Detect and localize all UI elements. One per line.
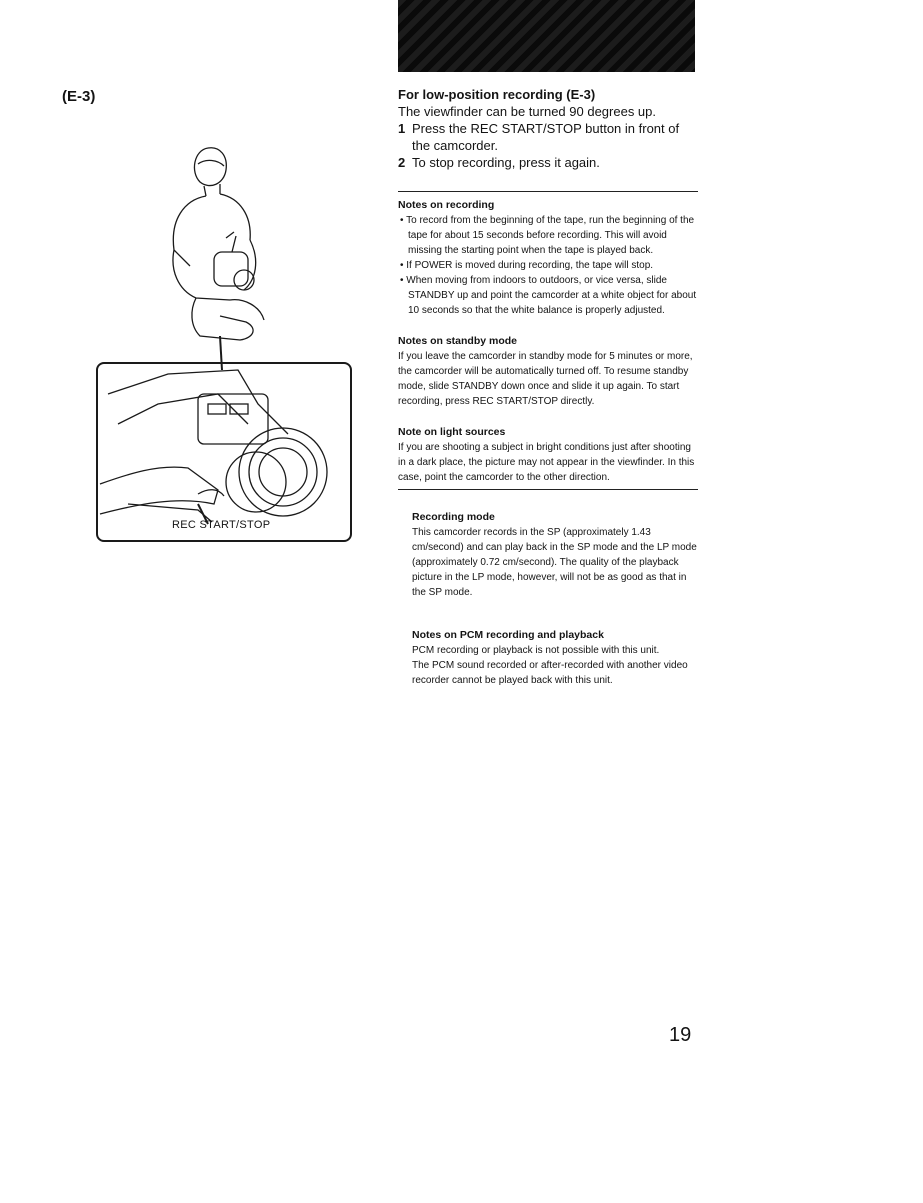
- bullet-text: To record from the beginning of the tape, run the beginning of the tape for about 15 seconds before recording. This will avoid missing the starting point when the tape is played back.: [406, 215, 695, 256]
- page-number: 19: [669, 1024, 692, 1046]
- step-text: Press the REC START/STOP button in front of the camcorder.: [412, 121, 680, 153]
- notes-standby-text: If you leave the camcorder in standby mode for 5 minutes or more, the camcorder will be automatically turned off. To resume standby mode, slide STANDBY down once and slide it up again. To start recording, press REC START/STOP directly.: [398, 351, 693, 407]
- camcorder-illustration: [98, 364, 350, 540]
- bullet-item: • To record from the beginning of the tape, run the beginning of the tape for about 15 seconds before recording. This will avoid missing the starting point when the tape is played back.: [400, 215, 695, 256]
- step-text: To stop recording, press it again.: [412, 155, 600, 170]
- text-column: [398, 86, 698, 688]
- bullet-item: • When moving from indoors to outdoors, or vice versa, slide STANDBY up and point the camcorder at a white object for about 10 seconds so that the white balance is properly adjusted.: [400, 275, 697, 316]
- camcorder-closeup-frame: [96, 362, 352, 542]
- divider: [398, 191, 698, 192]
- step-number: 2: [398, 155, 406, 170]
- rec-start-stop-callout: REC START/STOP: [172, 519, 271, 531]
- note-light-title: Note on light sources: [398, 426, 506, 438]
- bullet-text: When moving from indoors to outdoors, or vice versa, slide STANDBY up and point the camcorder at a white object for about 10 seconds so that the white balance is properly adjusted.: [406, 275, 697, 316]
- recording-mode-title: Recording mode: [412, 511, 495, 523]
- notes-pcm-title: Notes on PCM recording and playback: [412, 629, 604, 641]
- figure-label: (E-3): [62, 88, 96, 105]
- step-number: 1: [398, 121, 406, 136]
- bullet-text: If POWER is moved during recording, the tape will stop.: [406, 260, 654, 271]
- step-item: [398, 154, 698, 171]
- notes-pcm-text: PCM recording or playback is not possible with this unit.: [412, 645, 660, 656]
- divider: [398, 489, 698, 490]
- low-position-intro: The viewfinder can be turned 90 degrees up.: [398, 104, 657, 119]
- bullet-item: • If POWER is moved during recording, the tape will stop.: [400, 260, 654, 271]
- low-position-title: For low-position recording (E-3): [398, 87, 596, 102]
- notes-pcm-text: The PCM sound recorded or after-recorded with another video recorder cannot be played back with this unit.: [412, 660, 688, 686]
- note-light-text: If you are shooting a subject in bright conditions just after shooting in a dark place, the picture may not appear in the viewfinder. In this case, point the camcorder to the other direction.: [398, 442, 695, 483]
- header-bar: [398, 0, 695, 72]
- notes-recording-title: Notes on recording: [398, 199, 495, 211]
- notes-standby-title: Notes on standby mode: [398, 335, 518, 347]
- step-item: [398, 120, 698, 154]
- person-illustration: [160, 140, 280, 370]
- recording-mode-text: This camcorder records in the SP (approximately 1.43 cm/second) and can play back in the SP mode and the LP mode (approximately 0.72 cm/second). The quality of the playback picture in the LP mode, however, will not be as good as that in the SP mode.: [412, 527, 697, 598]
